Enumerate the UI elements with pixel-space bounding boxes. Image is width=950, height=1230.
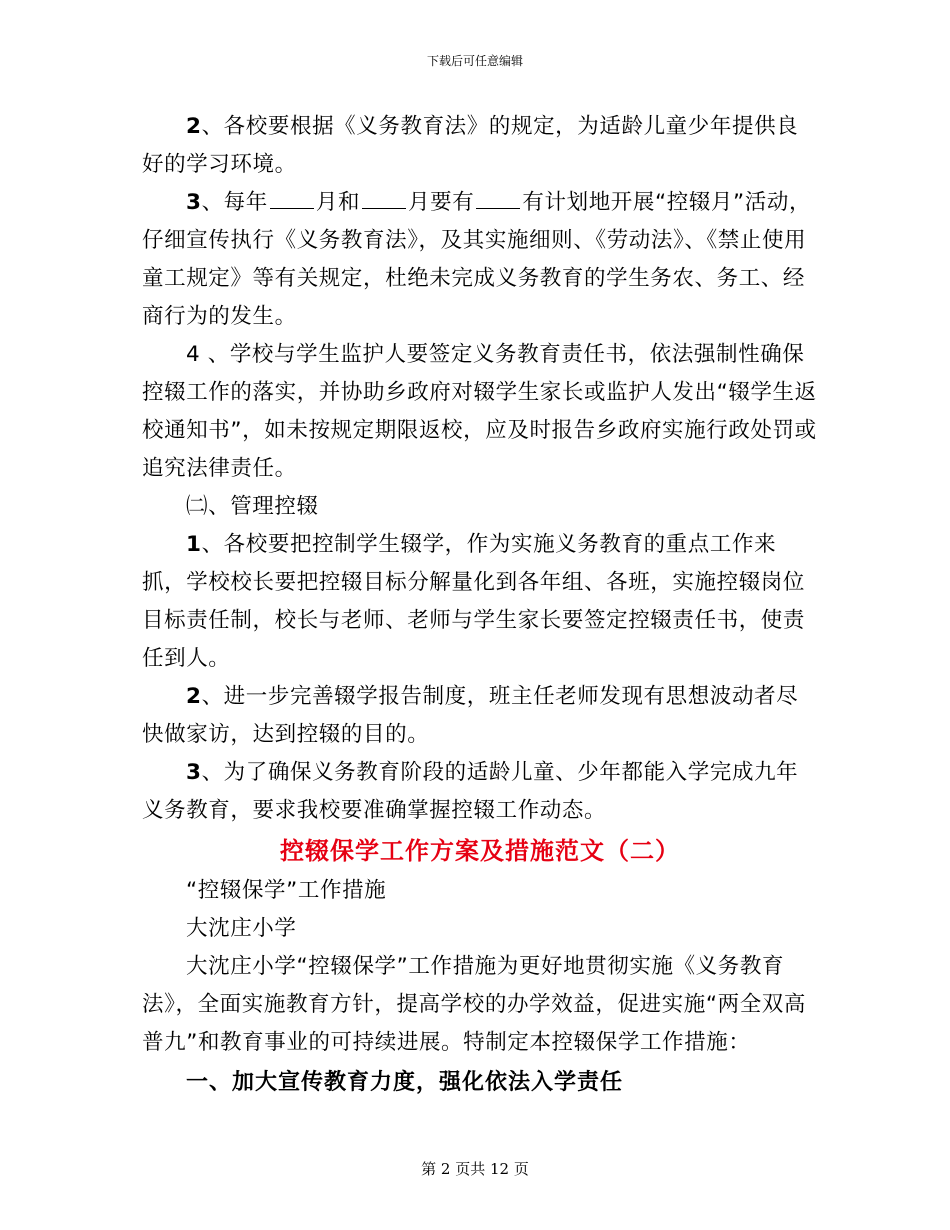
- paragraph-text: 、每年: [201, 190, 268, 215]
- paragraph-text: 、各校要根据《义务教育法》的规定，为适龄儿童少年提供良好的学习环境。: [142, 114, 799, 177]
- paragraph-text: 、各校要把控制学生辍学，作为实施义务教育的重点工作来抓，学校校长要把控辍目标分解量化到各年组、各班，实施控辍岗位目标责任制，校长与老师、老师与学生家长要签定控辍责任书，使责任到人。: [142, 532, 806, 671]
- fill-blank: [270, 188, 314, 209]
- paragraph-item-2b: [142, 678, 818, 754]
- school-name: 大沈庄小学: [186, 916, 297, 941]
- paragraph-text: 有计划地开展“控辍月”活动，仔细宣传执行《义务教育法》，及其实施细则、《劳动法》、《禁止使用童工规定》等有关规定，杜绝未完成义务教育的学生务农、务工、经商行为的发生。: [142, 190, 812, 329]
- document-body: [142, 108, 818, 1104]
- item-number: 2: [186, 684, 202, 709]
- item-number: 1: [186, 532, 202, 557]
- heading-one: 一、加大宣传教育力度，强化依法入学责任: [186, 1070, 624, 1095]
- paragraph-text: 、进一步完善辍学报告制度，班主任老师发现有思想波动者尽快做家访，达到控辍的目的。: [142, 684, 799, 747]
- item-number: 3: [186, 190, 202, 215]
- item-number: 2: [186, 114, 202, 139]
- paragraph-text: 月和: [315, 190, 361, 215]
- paragraph-item-1: [142, 526, 818, 678]
- paragraph-item-4: 4 、学校与学生监护人要签定义务教育责任书，依法强制性确保控辍工作的落实，并协助乡政府对辍学生家长或监护人发出“辍学生返校通知书”，如未按规定期限返校，应及时报告乡政府实施行政处罚或追究法律责任。: [142, 342, 817, 481]
- page-header: 下载后可任意编辑: [426, 54, 523, 68]
- fill-blank: [362, 188, 406, 209]
- page-footer: 第 2 页共 12 页: [421, 1160, 529, 1178]
- paragraph-item-3b: [142, 754, 818, 830]
- intro-paragraph: 大沈庄小学“控辍保学”工作措施为更好地贯彻实施《义务教育法》，全面实施教育方针，提高学校的办学效益，促进实施“两全双高普九”和教育事业的可持续进展。特制定本控辍保学工作措施：: [142, 954, 806, 1055]
- paragraph-item-3: [142, 184, 818, 336]
- item-number: 3: [186, 760, 202, 785]
- fill-blank: [476, 188, 520, 209]
- paragraph-text: 、为了确保义务教育阶段的适龄儿童、少年都能入学完成九年义务教育，要求我校要准确掌握控辍工作动态。: [142, 760, 799, 823]
- paragraph-text: 月要有: [408, 190, 475, 215]
- section-title: 控辍保学工作方案及措施范文（二）: [280, 837, 680, 865]
- subtitle: “控辍保学”工作措施: [186, 878, 387, 903]
- subsection-heading: ㈡、管理控辍: [186, 494, 319, 519]
- paragraph-item-2: [142, 108, 818, 184]
